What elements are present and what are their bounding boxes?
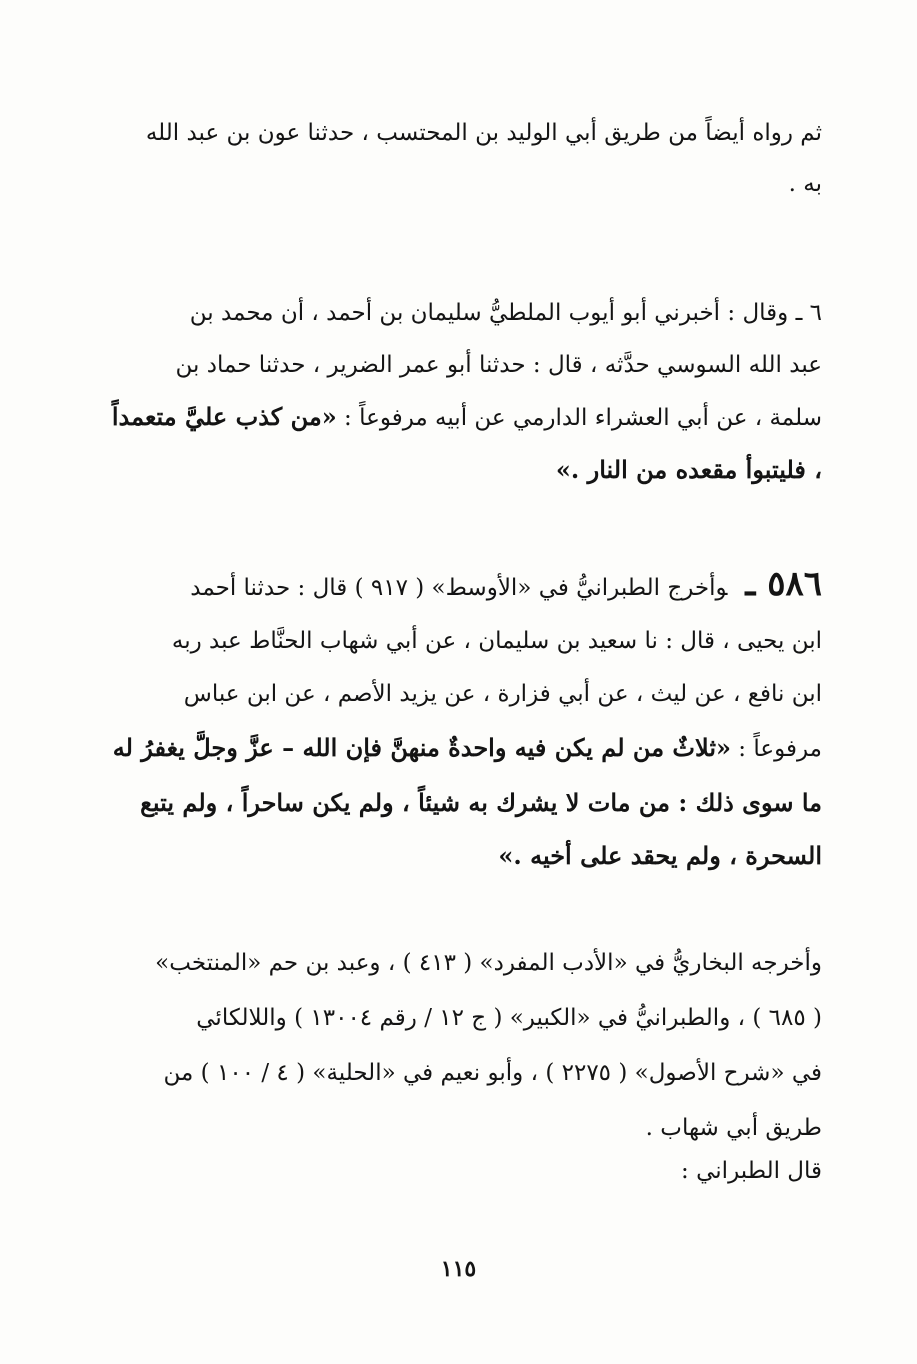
text-line: ثم رواه أيضاً من طريق أبي الوليد بن المحتسب ، حدثنا عون بن عبد الله [145, 120, 822, 146]
hadith-text: السحرة ، ولم يحقد على أخيه .» [498, 841, 822, 870]
text-line [102, 721, 822, 776]
paragraph-qala [102, 1146, 822, 1197]
hadith-text: «ثلاثٌ من لم يكن فيه واحدةٌ منهنَّ فإن الله – عزَّ وجلَّ يغفرُ له [112, 733, 731, 762]
paragraph-hadith-586 [102, 558, 822, 882]
text-line: ( ٦٨٥ ) ، والطبرانيُّ في «الكبير» ( ج ١٢ / رقم ١٣٠٠٤ ) واللالكائي [196, 1005, 822, 1031]
text-line: به . [788, 171, 822, 197]
page-number: ١١٥ [440, 1256, 477, 1282]
hadith-text: ما سوى ذلك : من مات لا يشرك به شيئاً ، ولم يكن ساحراً ، ولم يتبع [140, 788, 822, 817]
paragraph-takhrij [102, 936, 822, 1156]
text-line: في «شرح الأصول» ( ٢٢٧٥ ) ، وأبو نعيم في «الحلية» ( ٤ / ١٠٠ ) من [163, 1060, 822, 1086]
paragraph-narration-6 [102, 287, 822, 496]
text-line: طريق أبي شهاب . [645, 1115, 822, 1141]
plain-text: مرفوعاً : [731, 736, 822, 762]
plain-text: سلمة ، عن أبي العشراء الدارمي عن أبيه مرفوعاً : [336, 405, 822, 431]
hadith-text: «من كذب عليَّ متعمداً [111, 402, 337, 431]
plain-text: وأخرج الطبرانيُّ في «الأوسط» ( ٩١٧ ) قال : حدثنا أحمد [190, 575, 728, 601]
text-line: ٦ ـ وقال : أخبرني أبو أيوب الملطيُّ سليمان بن أحمد ، أن محمد بن [189, 300, 822, 326]
hadith-text: ، فليتبوأ مقعده من النار .» [555, 455, 822, 484]
hadith-number: ٥٨٦ ـ [745, 564, 822, 604]
text-line: وأخرجه البخاريُّ في «الأدب المفرد» ( ٤١٣ ) ، وعبد بن حم «المنتخب» [155, 950, 822, 976]
text-line [102, 558, 822, 615]
text-line: عبد الله السوسي حدَّثه ، قال : حدثنا أبو عمر الضرير ، حدثنا حماد بن [175, 352, 822, 378]
text-line [102, 391, 822, 444]
text-line: قال الطبراني : [681, 1158, 822, 1184]
text-line: ابن يحيى ، قال : نا سعيد بن سليمان ، عن أبي شهاب الحنَّاط عبد ربه [171, 628, 822, 654]
text-line: ابن نافع ، عن ليث ، عن أبي فزارة ، عن يزيد الأصم ، عن ابن عباس [183, 681, 822, 707]
paragraph-intro [102, 108, 822, 210]
